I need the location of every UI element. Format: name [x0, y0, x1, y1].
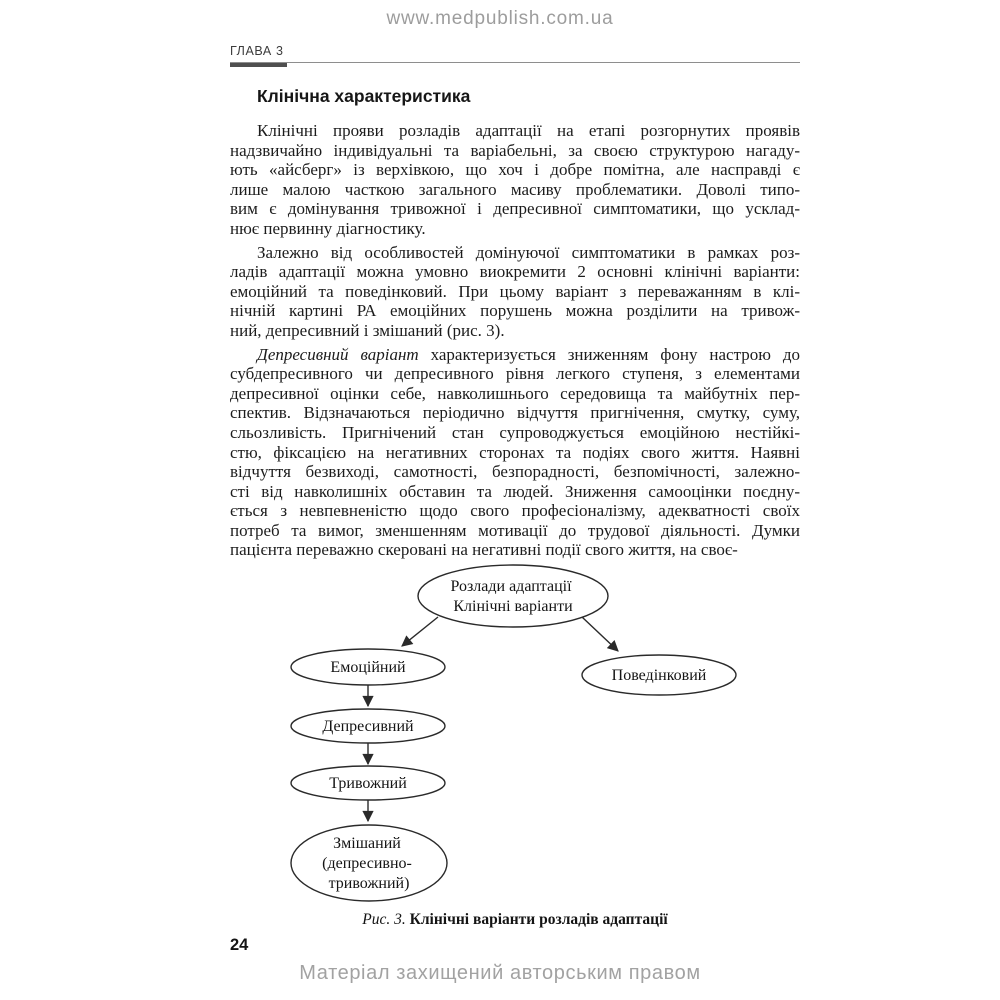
svg-text:Змішаний (депресивно- [322, 835, 416, 892]
bottom-watermark: Матеріал захищений авторським правом [299, 962, 701, 984]
chapter-rule-accent [230, 63, 287, 67]
figure-diagram [230, 558, 800, 908]
top-watermark: www.medpublish.com.ua [386, 8, 614, 29]
node-root-line1: Розлади адаптації [450, 578, 572, 595]
text-line: нічній картині РА емоційних порушень можна розділити на тривож- [230, 301, 800, 321]
node-mixed-line3: тривожний) [328, 875, 410, 892]
text-line [230, 345, 800, 365]
svg-text:Тривожний [329, 775, 407, 792]
svg-text:Емоційний [330, 659, 406, 676]
node-mixed-line1: Змішаний [333, 835, 401, 852]
arrow-root-to-behavioral [582, 617, 618, 651]
svg-text:Депресивний [322, 718, 414, 735]
node-emotional-label: Емоційний [330, 659, 406, 676]
node-anxious-label: Тривожний [329, 775, 407, 792]
text-line: ється з невпевненістю щодо свого професіоналізму, адекватності своїх [230, 501, 800, 521]
text-line: пацієнта переважно скеровані на негативні події свого життя, на своє- [230, 540, 738, 560]
diagram-node-root [418, 565, 608, 627]
figure-caption [230, 911, 800, 929]
diagram-node-emotional [291, 649, 445, 685]
node-mixed-line2: (депресивно- [322, 855, 412, 872]
text-line: сльозливість. Пригнічений стан супроводжується емоційною нестійкі- [230, 422, 800, 442]
text-line: емоційний та поведінковий. При цьому варіант з переважанням в клі- [230, 281, 800, 301]
diagram-node-mixed [291, 825, 447, 901]
page-number: 24 [230, 936, 249, 954]
text-line: потреб та вимог, зменшенням мотивації до трудової діяльності. Думки [230, 520, 800, 540]
text-line: Клінічні прояви розладів адаптації на етапі розгорнутих проявів [257, 121, 800, 140]
text-line: лише малою часткою загального масиву проблематики. Доволі типо- [230, 179, 800, 199]
chapter-header [230, 44, 800, 63]
text-line: ний, депресивний і змішаний (рис. 3). [230, 320, 505, 340]
paragraph [230, 121, 800, 239]
figure-caption-label: Рис. 3. [362, 911, 406, 928]
text-line: Залежно від особливостей домінуючої симптоматики в рамках роз- [257, 242, 800, 262]
node-behavioral-label: Поведінковий [611, 667, 707, 684]
text-line: депресивної оцінки себе, навколишнього середовища та майбутніх пер- [230, 383, 800, 403]
diagram-node-depressive [291, 709, 445, 743]
text-line: відчуття безвиході, самотності, безпорадності, безпомічності, залежно- [230, 462, 800, 482]
svg-text:Поведінковий [612, 667, 707, 684]
diagram-node-behavioral [582, 655, 736, 695]
figure-caption-text: Клінічні варіанти розладів адаптації [409, 911, 668, 928]
text-line: нює первинну діагностику. [230, 218, 426, 238]
chapter-rule [230, 62, 800, 63]
paragraph [230, 345, 800, 561]
text-line: ють «айсберг» із верхівкою, що хоч і добре помітна, але насправді є [230, 160, 800, 180]
text-line: вим є домінування тривожної і депресивної симптоматики, що усклад- [230, 199, 800, 219]
lead-italic: Депресивний варіант [257, 344, 419, 364]
section-title: Клінічна характеристика [257, 86, 471, 106]
arrow-root-to-emotional [402, 617, 438, 646]
text-line: субдепресивного чи депресивного рівня легкого ступеня, з елементами [230, 364, 800, 384]
body-text [230, 121, 800, 560]
text-line: стю, фіксацією на негативних сторонах та подіях свого життя. Наявні [230, 442, 800, 462]
diagram-node-anxious [291, 766, 445, 800]
text-line: ладів адаптації можна умовно виокремити 2 основні клінічні варіанти: [230, 262, 800, 282]
node-root-line2: Клінічні варіанти [453, 598, 573, 615]
chapter-label: ГЛАВА 3 [230, 44, 284, 58]
text-line: сті від навколишніх обставин та людей. Зниження самооцінки поєдну- [230, 481, 800, 501]
lead-rest: характеризується зниженням фону настрою до [418, 344, 800, 364]
text-line: надзвичайно індивідуальні та варіабельні, за своєю структурою нагаду- [230, 140, 800, 160]
paragraph [230, 243, 800, 341]
text-line: спектив. Відзначаються періодично відчуття пригнічення, смутку, суму, [230, 403, 800, 423]
node-depressive-label: Депресивний [322, 718, 414, 735]
